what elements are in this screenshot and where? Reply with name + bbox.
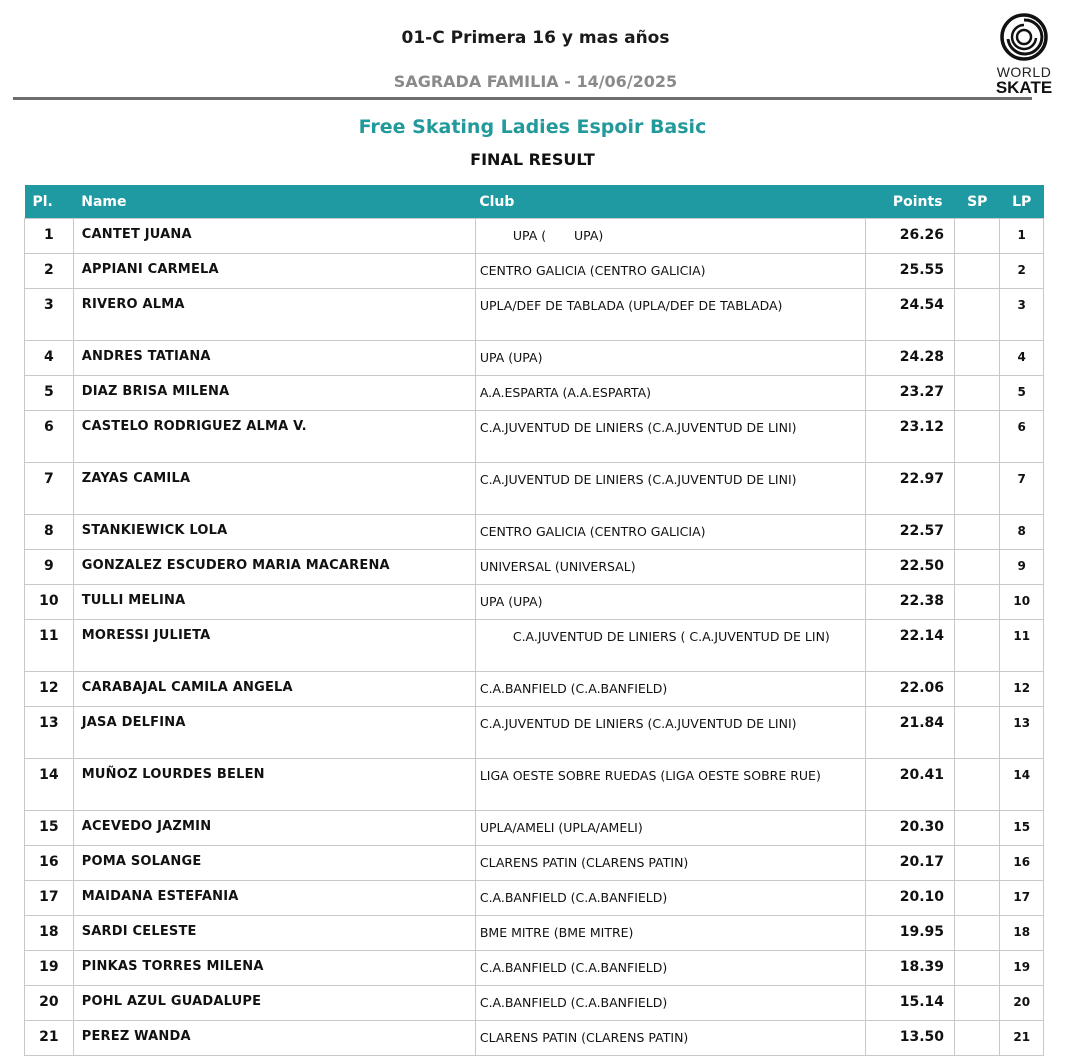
sp-cell [955,289,1000,341]
place-cell: 2 [25,254,74,289]
table-row [25,341,1044,376]
logo-skate-text: SKATE [995,78,1053,97]
lp-cell: 2 [1000,254,1044,289]
club-cell: C.A.BANFIELD (C.A.BANFIELD) [475,672,865,707]
lp-cell: 12 [1000,672,1044,707]
name-cell: JASA DELFINA [73,707,475,759]
points-cell: 22.97 [865,463,954,515]
points-cell: 23.12 [865,411,954,463]
points-cell: 20.10 [865,881,954,916]
sp-cell [955,881,1000,916]
lp-cell: 15 [1000,811,1044,846]
table-row [25,219,1044,254]
name-cell: MORESSI JULIETA [73,620,475,672]
points-cell: 13.50 [865,1021,954,1056]
sp-cell [955,620,1000,672]
name-cell: ACEVEDO JAZMIN [73,811,475,846]
points-cell: 15.14 [865,986,954,1021]
column-header-name: Name [81,193,127,210]
place-cell: 7 [25,463,74,515]
table-row [25,916,1044,951]
place-cell: 21 [25,1021,74,1056]
sp-cell [955,672,1000,707]
lp-cell: 7 [1000,463,1044,515]
points-cell: 18.39 [865,951,954,986]
sp-cell [955,811,1000,846]
name-cell: MUÑOZ LOURDES BELEN [73,759,475,811]
place-cell: 18 [25,916,74,951]
name-cell: CANTET JUANA [73,219,475,254]
club-cell: CLARENS PATIN (CLARENS PATIN) [475,846,865,881]
name-cell: RIVERO ALMA [73,289,475,341]
sp-cell [955,219,1000,254]
name-cell: CARABAJAL CAMILA ANGELA [73,672,475,707]
result-title [0,150,1079,169]
place-cell: 19 [25,951,74,986]
name-cell: APPIANI CARMELA [73,254,475,289]
points-cell: 22.38 [865,585,954,620]
sp-cell [955,515,1000,550]
name-cell: DIAZ BRISA MILENA [73,376,475,411]
club-cell: CENTRO GALICIA (CENTRO GALICIA) [475,515,865,550]
table-row [25,881,1044,916]
sp-cell [955,846,1000,881]
sp-cell [955,759,1000,811]
club-cell: UPA ( UPA) [475,219,865,254]
table-row [25,289,1044,341]
sp-cell [955,463,1000,515]
result-title-text: FINAL RESULT [470,150,595,169]
sp-cell [955,341,1000,376]
sp-cell [955,376,1000,411]
world-skate-logo [985,12,1063,98]
table-row [25,811,1044,846]
lp-cell: 19 [1000,951,1044,986]
place-cell: 5 [25,376,74,411]
table-row [25,463,1044,515]
place-cell: 9 [25,550,74,585]
place-cell: 1 [25,219,74,254]
points-cell: 22.14 [865,620,954,672]
club-cell: C.A.JUVENTUD DE LINIERS (C.A.JUVENTUD DE LINI) [475,707,865,759]
venue-date [0,72,1079,91]
venue-date-text: SAGRADA FAMILIA - 14/06/2025 [393,72,678,91]
event-title-text: 01-C Primera 16 y mas años [401,28,670,48]
name-cell: CASTELO RODRIGUEZ ALMA V. [73,411,475,463]
table-row [25,759,1044,811]
sp-cell [955,707,1000,759]
table-row [25,585,1044,620]
lp-cell: 5 [1000,376,1044,411]
results-table [24,185,1044,1056]
points-cell: 22.57 [865,515,954,550]
sp-cell [955,254,1000,289]
place-cell: 14 [25,759,74,811]
table-row [25,515,1044,550]
logo-world-text: WORLD [996,64,1052,80]
points-cell: 20.17 [865,846,954,881]
sp-cell [955,1021,1000,1056]
name-cell: SARDI CELESTE [73,916,475,951]
column-header-lp: LP [1012,193,1032,210]
club-cell: C.A.JUVENTUD DE LINIERS (C.A.JUVENTUD DE LINI) [475,463,865,515]
name-cell: POHL AZUL GUADALUPE [73,986,475,1021]
club-cell: UPA (UPA) [475,585,865,620]
lp-cell: 10 [1000,585,1044,620]
sp-cell [955,916,1000,951]
lp-cell: 20 [1000,986,1044,1021]
points-cell: 20.30 [865,811,954,846]
club-cell: UPLA/AMELI (UPLA/AMELI) [475,811,865,846]
place-cell: 3 [25,289,74,341]
club-cell: LIGA OESTE SOBRE RUEDAS (LIGA OESTE SOBRE RUE) [475,759,865,811]
sp-cell [955,550,1000,585]
name-cell: TULLI MELINA [73,585,475,620]
header-divider [13,97,1032,100]
lp-cell: 3 [1000,289,1044,341]
place-cell: 15 [25,811,74,846]
points-cell: 22.06 [865,672,954,707]
place-cell: 16 [25,846,74,881]
table-row [25,951,1044,986]
club-cell: UPA (UPA) [475,341,865,376]
name-cell: PINKAS TORRES MILENA [73,951,475,986]
lp-cell: 1 [1000,219,1044,254]
lp-cell: 11 [1000,620,1044,672]
table-header-row [25,185,1044,219]
points-cell: 19.95 [865,916,954,951]
lp-cell: 14 [1000,759,1044,811]
place-cell: 8 [25,515,74,550]
sp-cell [955,585,1000,620]
name-cell: ZAYAS CAMILA [73,463,475,515]
lp-cell: 8 [1000,515,1044,550]
event-title [0,28,1079,48]
table-row [25,620,1044,672]
club-cell: CLARENS PATIN (CLARENS PATIN) [475,1021,865,1056]
lp-cell: 17 [1000,881,1044,916]
club-cell: CENTRO GALICIA (CENTRO GALICIA) [475,254,865,289]
club-cell: C.A.JUVENTUD DE LINIERS ( C.A.JUVENTUD DE LIN) [475,620,865,672]
sp-cell [955,411,1000,463]
points-cell: 24.28 [865,341,954,376]
lp-cell: 9 [1000,550,1044,585]
lp-cell: 18 [1000,916,1044,951]
club-cell: C.A.JUVENTUD DE LINIERS (C.A.JUVENTUD DE LINI) [475,411,865,463]
club-cell: UNIVERSAL (UNIVERSAL) [475,550,865,585]
table-row [25,707,1044,759]
column-header-points: Points [892,193,943,210]
place-cell: 20 [25,986,74,1021]
name-cell: MAIDANA ESTEFANIA [73,881,475,916]
place-cell: 4 [25,341,74,376]
table-row [25,376,1044,411]
place-cell: 12 [25,672,74,707]
points-cell: 23.27 [865,376,954,411]
name-cell: STANKIEWICK LOLA [73,515,475,550]
competition-title-text: Free Skating Ladies Espoir Basic [358,116,707,138]
points-cell: 21.84 [865,707,954,759]
club-cell: A.A.ESPARTA (A.A.ESPARTA) [475,376,865,411]
results-table-body [25,219,1044,1056]
sp-cell [955,951,1000,986]
lp-cell: 13 [1000,707,1044,759]
name-cell: ANDRES TATIANA [73,341,475,376]
table-row [25,550,1044,585]
place-cell: 10 [25,585,74,620]
club-cell: C.A.BANFIELD (C.A.BANFIELD) [475,986,865,1021]
table-row [25,254,1044,289]
table-row [25,1021,1044,1056]
club-cell: C.A.BANFIELD (C.A.BANFIELD) [475,951,865,986]
place-cell: 13 [25,707,74,759]
sp-cell [955,986,1000,1021]
name-cell: PEREZ WANDA [73,1021,475,1056]
column-header-sp: SP [967,193,988,210]
points-cell: 25.55 [865,254,954,289]
lp-cell: 6 [1000,411,1044,463]
lp-cell: 21 [1000,1021,1044,1056]
points-cell: 22.50 [865,550,954,585]
table-row [25,846,1044,881]
place-cell: 11 [25,620,74,672]
competition-title [0,116,1079,138]
points-cell: 24.54 [865,289,954,341]
club-cell: C.A.BANFIELD (C.A.BANFIELD) [475,881,865,916]
place-cell: 6 [25,411,74,463]
place-cell: 17 [25,881,74,916]
club-cell: BME MITRE (BME MITRE) [475,916,865,951]
lp-cell: 16 [1000,846,1044,881]
points-cell: 26.26 [865,219,954,254]
name-cell: GONZALEZ ESCUDERO MARIA MACARENA [73,550,475,585]
column-header-place: Pl. [32,193,53,210]
table-row [25,986,1044,1021]
points-cell: 20.41 [865,759,954,811]
table-row [25,672,1044,707]
world-skate-swirl-icon [999,12,1049,62]
lp-cell: 4 [1000,341,1044,376]
column-header-club: Club [479,193,515,210]
club-cell: UPLA/DEF DE TABLADA (UPLA/DEF DE TABLADA) [475,289,865,341]
name-cell: POMA SOLANGE [73,846,475,881]
table-row [25,411,1044,463]
